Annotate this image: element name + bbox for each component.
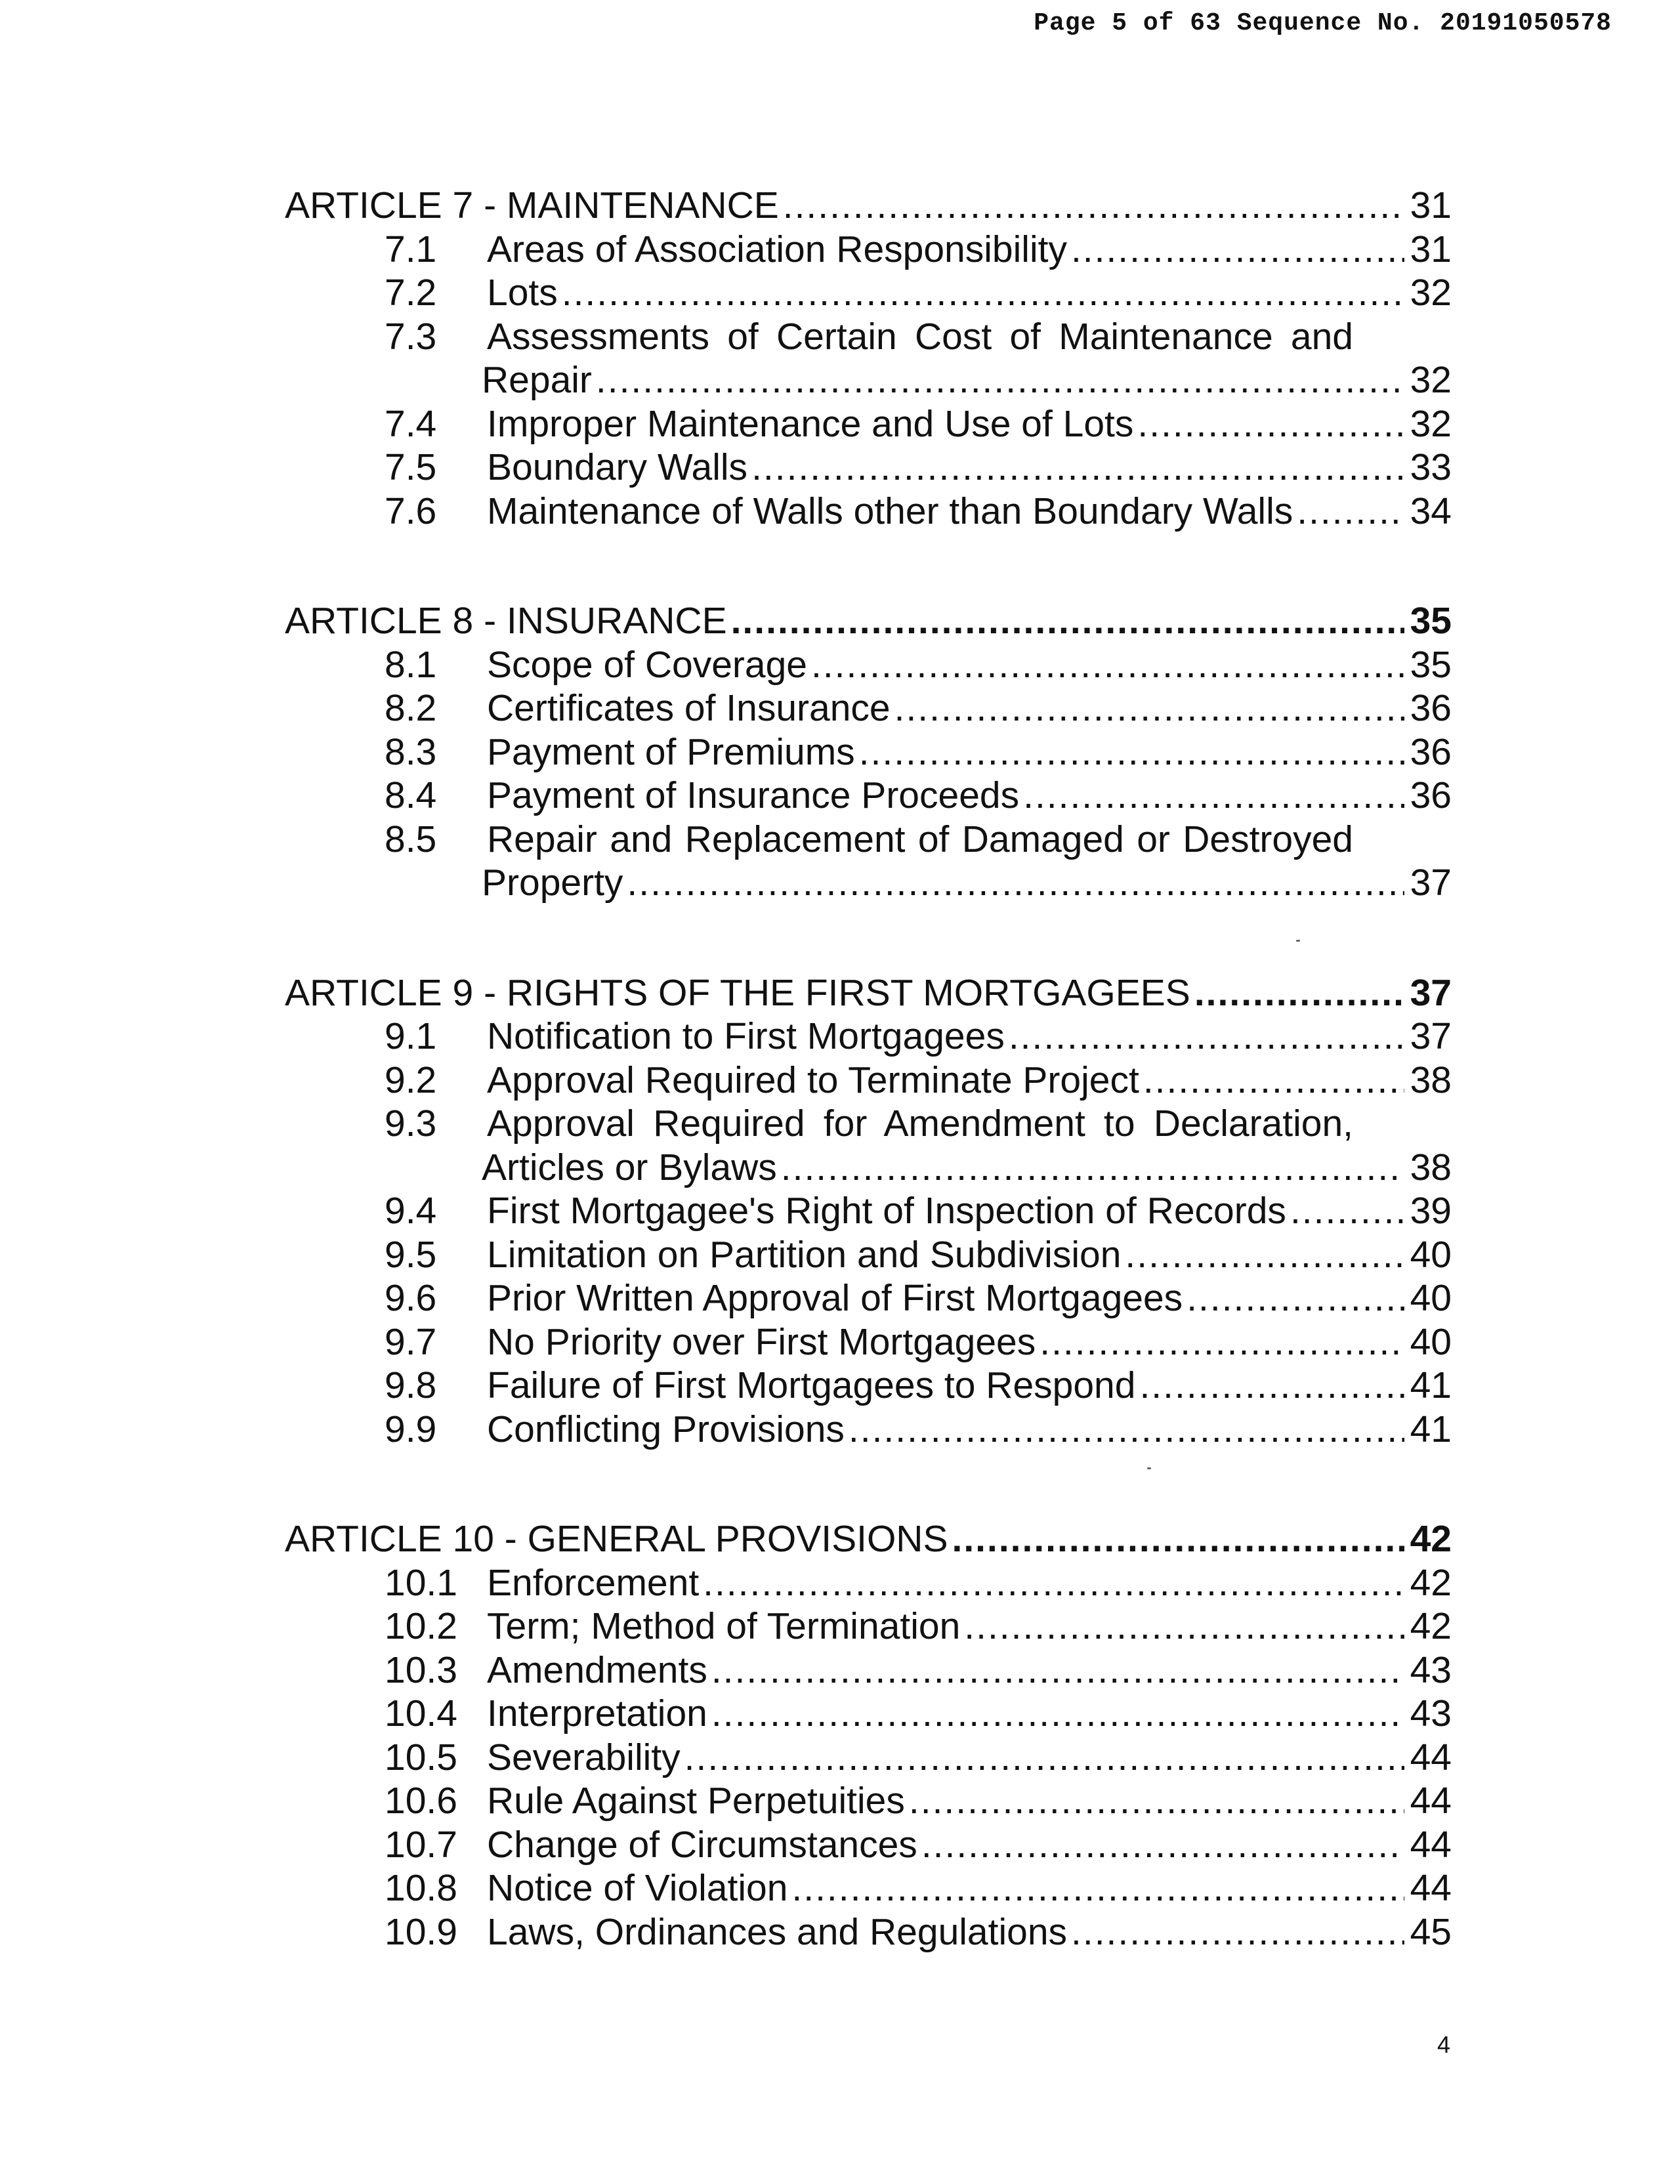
toc-entry xyxy=(285,1605,1452,1648)
entry-page: 37 xyxy=(1410,862,1452,904)
entry-title: Improper Maintenance and Use of Lots xyxy=(487,402,1134,445)
entry-page: 42 xyxy=(1410,1561,1452,1604)
toc-entry xyxy=(285,774,1452,818)
toc-entry xyxy=(285,1736,1452,1780)
entry-page: 39 xyxy=(1410,1190,1452,1232)
leader-dots xyxy=(731,599,1404,643)
entry-title: Scope of Coverage xyxy=(487,643,807,686)
leader-dots xyxy=(952,1517,1404,1561)
toc-entry xyxy=(285,1408,1452,1452)
entry-cont-wrap xyxy=(482,358,1408,402)
entry-title: Certificates of Insurance xyxy=(487,687,891,729)
entry-page: 31 xyxy=(1410,228,1452,270)
toc-entry xyxy=(285,1364,1452,1408)
entry-number: 9.3 xyxy=(385,1102,437,1144)
entry-page: 41 xyxy=(1410,1364,1452,1406)
article-heading xyxy=(285,599,1452,643)
leader-dots xyxy=(711,1692,1404,1736)
leader-dots xyxy=(783,184,1404,228)
leader-dots xyxy=(627,861,1404,905)
entry-title-wrap xyxy=(487,402,1408,446)
leader-dots xyxy=(1290,1189,1404,1233)
scan-speck xyxy=(1296,940,1300,942)
toc-entry xyxy=(285,643,1452,687)
entry-number: 10.9 xyxy=(385,1910,457,1953)
entry-page: 35 xyxy=(1410,643,1452,686)
leader-dots xyxy=(1071,1910,1404,1954)
toc-entry xyxy=(285,1102,1452,1146)
toc-section xyxy=(285,1517,1452,1954)
entry-title-wrap xyxy=(487,774,1408,818)
toc-entry xyxy=(285,1015,1452,1059)
article-title-wrap xyxy=(285,184,1408,228)
entry-title: Areas of Association Responsibility xyxy=(487,228,1067,270)
article-title: ARTICLE 7 - MAINTENANCE xyxy=(285,184,779,226)
article-page: 42 xyxy=(1410,1518,1452,1560)
article-title: ARTICLE 10 - GENERAL PROVISIONS xyxy=(285,1518,948,1560)
entry-page: 44 xyxy=(1410,1780,1452,1822)
leader-dots xyxy=(791,1866,1404,1910)
article-page: 37 xyxy=(1410,971,1452,1014)
table-of-contents xyxy=(285,184,1452,1954)
entry-page: 43 xyxy=(1410,1648,1452,1691)
entry-number: 9.1 xyxy=(385,1015,437,1057)
toc-entry xyxy=(285,818,1452,862)
article-title-wrap xyxy=(285,599,1408,643)
entry-title-wrap xyxy=(487,1561,1408,1605)
toc-entry xyxy=(285,271,1452,315)
entry-title-cont: Articles or Bylaws xyxy=(482,1146,777,1188)
entry-title: Payment of Insurance Proceeds xyxy=(487,774,1020,816)
entry-number: 7.2 xyxy=(385,272,437,314)
entry-page: 38 xyxy=(1410,1059,1452,1101)
entry-title: Assessments of Certain Cost of Maintenance and xyxy=(487,315,1353,358)
entry-title-wrap xyxy=(487,1910,1408,1954)
entry-title-wrap xyxy=(487,1059,1408,1102)
entry-title: Failure of First Mortgagees to Respond xyxy=(487,1364,1136,1406)
leader-dots xyxy=(1040,1320,1404,1364)
leader-dots xyxy=(684,1736,1404,1780)
toc-entry xyxy=(285,1233,1452,1277)
entry-page: 32 xyxy=(1410,272,1452,314)
leader-dots xyxy=(1186,1276,1404,1320)
leader-dots xyxy=(711,1648,1404,1692)
entry-title: Approval Required to Terminate Project xyxy=(487,1059,1139,1101)
toc-entry xyxy=(285,402,1452,446)
toc-entry xyxy=(285,1276,1452,1320)
entry-number: 7.3 xyxy=(385,315,437,358)
entry-number: 7.5 xyxy=(385,446,437,488)
entry-title: First Mortgagee's Right of Inspection of Records xyxy=(487,1190,1286,1232)
entry-title: Limitation on Partition and Subdivision xyxy=(487,1233,1122,1276)
entry-number: 9.5 xyxy=(385,1233,437,1276)
entry-page: 42 xyxy=(1410,1605,1452,1647)
toc-entry xyxy=(285,1910,1452,1954)
entry-title: Term; Method of Termination xyxy=(487,1605,961,1647)
entry-title-wrap xyxy=(487,1189,1408,1233)
article-title: ARTICLE 8 - INSURANCE xyxy=(285,600,727,642)
entry-title-wrap xyxy=(487,228,1408,272)
toc-entry-continuation xyxy=(285,861,1452,905)
article-page: 31 xyxy=(1410,184,1452,226)
toc-entry xyxy=(285,1779,1452,1823)
leader-dots xyxy=(1009,1015,1404,1059)
toc-entry xyxy=(285,1320,1452,1364)
scan-speck xyxy=(1147,1467,1151,1469)
entry-title-wrap xyxy=(487,1276,1408,1320)
leader-dots xyxy=(1139,1364,1404,1408)
entry-title-cont: Repair xyxy=(482,359,592,401)
page-header: Page 5 of 63 Sequence No. 20191050578 xyxy=(1034,9,1612,37)
leader-dots xyxy=(1071,228,1404,272)
entry-page: 43 xyxy=(1410,1692,1452,1734)
toc-section xyxy=(285,184,1452,533)
entry-title: Payment of Premiums xyxy=(487,730,855,773)
toc-entry xyxy=(285,730,1452,774)
article-page: 35 xyxy=(1410,600,1452,642)
entry-number: 9.8 xyxy=(385,1364,437,1406)
entry-number: 8.5 xyxy=(385,818,437,860)
entry-number: 9.2 xyxy=(385,1059,437,1101)
toc-section xyxy=(285,971,1452,1452)
entry-page: 36 xyxy=(1410,774,1452,816)
entry-number: 9.9 xyxy=(385,1408,437,1450)
entry-number: 10.8 xyxy=(385,1867,457,1909)
leader-dots xyxy=(562,271,1404,315)
toc-entry-continuation xyxy=(285,1146,1452,1190)
entry-number: 9.6 xyxy=(385,1277,437,1319)
entry-title: Change of Circumstances xyxy=(487,1823,917,1866)
entry-title: No Priority over First Mortgagees xyxy=(487,1320,1036,1363)
entry-number: 10.7 xyxy=(385,1823,457,1866)
entry-page: 38 xyxy=(1410,1146,1452,1188)
entry-number: 8.4 xyxy=(385,774,437,816)
leader-dots xyxy=(751,446,1404,490)
entry-title: Prior Written Approval of First Mortgagees xyxy=(487,1277,1183,1319)
toc-entry xyxy=(285,1692,1452,1736)
entry-title: Interpretation xyxy=(487,1692,707,1734)
toc-entry xyxy=(285,1823,1452,1867)
leader-dots xyxy=(894,686,1404,730)
entry-title: Maintenance of Walls other than Boundary Walls xyxy=(487,490,1293,532)
entry-number: 9.4 xyxy=(385,1190,437,1232)
entry-page: 40 xyxy=(1410,1233,1452,1276)
entry-number: 8.2 xyxy=(385,687,437,729)
entry-number: 7.4 xyxy=(385,402,437,445)
toc-entry xyxy=(285,490,1452,534)
toc-entry xyxy=(285,1189,1452,1233)
entry-page: 36 xyxy=(1410,730,1452,773)
article-heading xyxy=(285,971,1452,1015)
entry-title-wrap xyxy=(487,1233,1408,1277)
leader-dots xyxy=(964,1605,1404,1648)
entry-page: 44 xyxy=(1410,1736,1452,1778)
toc-entry xyxy=(285,686,1452,730)
entry-title-wrap xyxy=(487,1320,1408,1364)
entry-title-wrap xyxy=(487,1823,1408,1867)
entry-page: 32 xyxy=(1410,402,1452,445)
entry-page: 40 xyxy=(1410,1320,1452,1363)
toc-entry xyxy=(285,446,1452,490)
leader-dots xyxy=(781,1146,1404,1190)
entry-title-wrap xyxy=(487,446,1408,490)
entry-number: 10.2 xyxy=(385,1605,457,1647)
page-number: 4 xyxy=(1437,2031,1450,2058)
entry-page: 44 xyxy=(1410,1823,1452,1866)
entry-title: Conflicting Provisions xyxy=(487,1408,845,1450)
toc-entry xyxy=(285,1648,1452,1692)
entry-title: Notice of Violation xyxy=(487,1867,788,1909)
entry-page: 32 xyxy=(1410,359,1452,401)
leader-dots xyxy=(1143,1059,1404,1102)
entry-title-wrap xyxy=(487,730,1408,774)
toc-entry xyxy=(285,1059,1452,1102)
entry-title: Approval Required for Amendment to Declaration, xyxy=(487,1102,1353,1144)
article-heading xyxy=(285,1517,1452,1561)
leader-dots xyxy=(1297,490,1404,534)
toc-entry xyxy=(285,228,1452,272)
entry-title-wrap xyxy=(487,1779,1408,1823)
toc-entry xyxy=(285,1866,1452,1910)
toc-section xyxy=(285,599,1452,905)
entry-number: 9.7 xyxy=(385,1320,437,1363)
entry-number: 8.3 xyxy=(385,730,437,773)
entry-title-cont: Property xyxy=(482,862,623,904)
entry-number: 7.6 xyxy=(385,490,437,532)
entry-title-wrap xyxy=(487,1648,1408,1692)
leader-dots xyxy=(703,1561,1404,1605)
leader-dots xyxy=(921,1823,1404,1867)
article-title-wrap xyxy=(285,971,1408,1015)
entry-title: Laws, Ordinances and Regulations xyxy=(487,1910,1068,1953)
entry-title: Enforcement xyxy=(487,1561,700,1604)
entry-title: Rule Against Perpetuities xyxy=(487,1780,905,1822)
entry-title: Repair and Replacement of Damaged or Destroyed xyxy=(487,818,1353,860)
leader-dots xyxy=(1194,971,1404,1015)
entry-page: 37 xyxy=(1410,1015,1452,1057)
leader-dots xyxy=(1137,402,1404,446)
toc-entry xyxy=(285,1561,1452,1605)
entry-page: 36 xyxy=(1410,687,1452,729)
entry-cont-wrap xyxy=(482,861,1408,905)
entry-number: 10.4 xyxy=(385,1692,457,1734)
entry-page: 40 xyxy=(1410,1277,1452,1319)
leader-dots xyxy=(859,730,1404,774)
entry-number: 7.1 xyxy=(385,228,437,270)
entry-number: 10.1 xyxy=(385,1561,457,1604)
article-heading xyxy=(285,184,1452,228)
entry-title-wrap xyxy=(487,1015,1408,1059)
entry-page: 41 xyxy=(1410,1408,1452,1450)
entry-page: 44 xyxy=(1410,1867,1452,1909)
entry-title-wrap xyxy=(487,1408,1408,1452)
entry-number: 10.5 xyxy=(385,1736,457,1778)
entry-title-wrap xyxy=(487,643,1408,687)
entry-number: 10.6 xyxy=(385,1780,457,1822)
leader-dots xyxy=(596,358,1404,402)
entry-title: Amendments xyxy=(487,1648,707,1691)
entry-title-wrap xyxy=(487,271,1408,315)
entry-title: Severability xyxy=(487,1736,681,1778)
entry-title: Boundary Walls xyxy=(487,446,748,488)
entry-number: 8.1 xyxy=(385,643,437,686)
entry-cont-wrap xyxy=(482,1146,1408,1190)
toc-entry xyxy=(285,315,1452,359)
leader-dots xyxy=(1023,774,1404,818)
entry-page: 45 xyxy=(1410,1910,1452,1953)
leader-dots xyxy=(1125,1233,1404,1277)
entry-title: Notification to First Mortgagees xyxy=(487,1015,1005,1057)
leader-dots xyxy=(909,1779,1404,1823)
entry-page: 34 xyxy=(1410,490,1452,532)
entry-page: 33 xyxy=(1410,446,1452,488)
entry-number: 10.3 xyxy=(385,1648,457,1691)
entry-title-wrap xyxy=(487,490,1408,534)
entry-title-wrap xyxy=(487,1605,1408,1648)
entry-title-wrap xyxy=(487,1692,1408,1736)
entry-title-wrap xyxy=(487,1364,1408,1408)
entry-title-wrap xyxy=(487,686,1408,730)
entry-title-wrap xyxy=(487,1736,1408,1780)
toc-entry-continuation xyxy=(285,358,1452,402)
leader-dots xyxy=(849,1408,1404,1452)
article-title: ARTICLE 9 - RIGHTS OF THE FIRST MORTGAGEES xyxy=(285,971,1190,1014)
article-title-wrap xyxy=(285,1517,1408,1561)
entry-title-wrap xyxy=(487,1866,1408,1910)
entry-title: Lots xyxy=(487,272,558,314)
leader-dots xyxy=(811,643,1404,687)
